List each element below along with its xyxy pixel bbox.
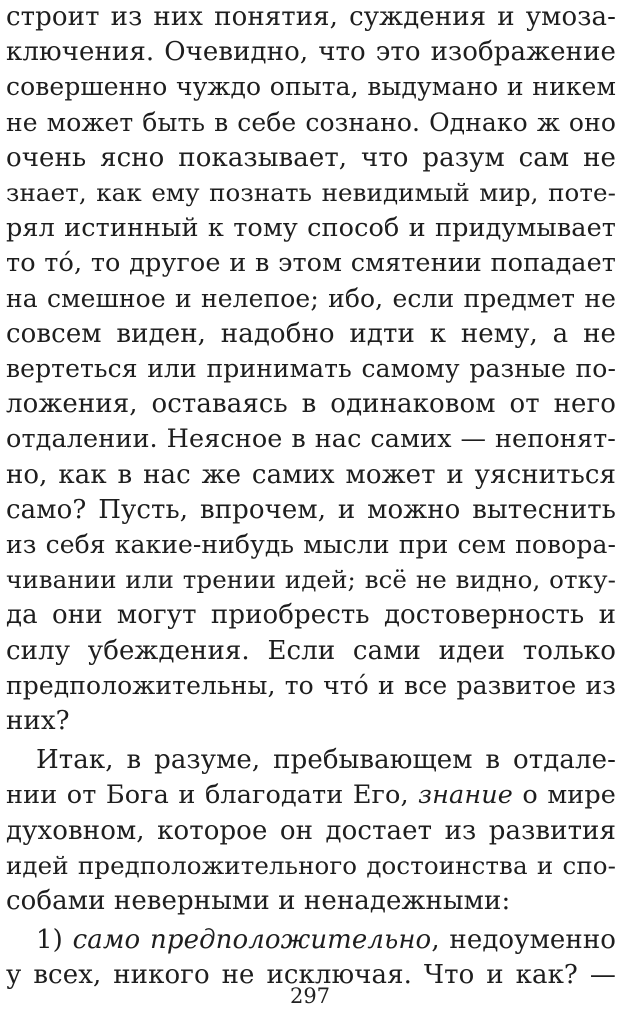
text-line: но, как в нас же самих может и уясниться: [6, 459, 616, 490]
text-line: рял истинный к тому способ и придумывает: [6, 213, 616, 244]
text-line: ключения. Очевидно, что это изображение: [6, 37, 616, 68]
text-line: Итак, в разуме, пребывающем в отдале-: [36, 745, 616, 776]
text-line: у всех, никого не исключая. Что и как? —: [6, 960, 616, 991]
text-line: на смешное и нелепое; ибо, если предмет не: [6, 283, 616, 313]
text-line: вертеться или принимать самому разные по-: [6, 354, 616, 383]
text-line: ложения, оставаясь в одинаковом от него: [6, 389, 616, 420]
text-line: из себя какие-нибудь мысли при сем повора-: [6, 530, 616, 559]
text-line: совсем виден, надобно идти к нему, а не: [6, 318, 616, 349]
text-line: чивании или трении идей; всё не видно, отку-: [6, 565, 616, 595]
text-line: само? Пусть, впрочем, и можно вытеснить: [6, 494, 616, 525]
text-line: духовном, которое он достает из развития: [6, 815, 616, 846]
text-line: то тó, то другое и в этом смятении попадает: [6, 248, 616, 279]
text-line: идей предположительного достоинства и спо-: [6, 850, 616, 880]
text-line: предположительны, то чтó и все развитое из: [6, 670, 616, 700]
text-line: силу убеждения. Если сами идеи только: [6, 635, 616, 666]
text-line: совершенно чуждо опыта, выдумано и никем: [6, 72, 616, 102]
page-number: 297: [289, 984, 331, 1008]
text-line: отдалении. Неясное в нас самих — непонят-: [6, 424, 616, 455]
text-line: не может быть в себе сознано. Однако ж оно: [6, 107, 616, 137]
text-line: собами неверными и ненадежными:: [6, 886, 511, 916]
text-line: знает, как ему познать невидимый мир, поте-: [6, 178, 616, 207]
text-line: очень ясно показывает, что разум сам не: [6, 142, 616, 173]
text-line: нии от Бога и благодати Его, знание о мире: [6, 780, 616, 811]
text-line: да они могут приобресть достоверность и: [6, 600, 616, 631]
text-line: них?: [6, 706, 70, 736]
text-line: 1) само предположительно, недоуменно: [36, 925, 616, 956]
text-line: строит из них понятия, суждения и умоза-: [6, 2, 616, 32]
